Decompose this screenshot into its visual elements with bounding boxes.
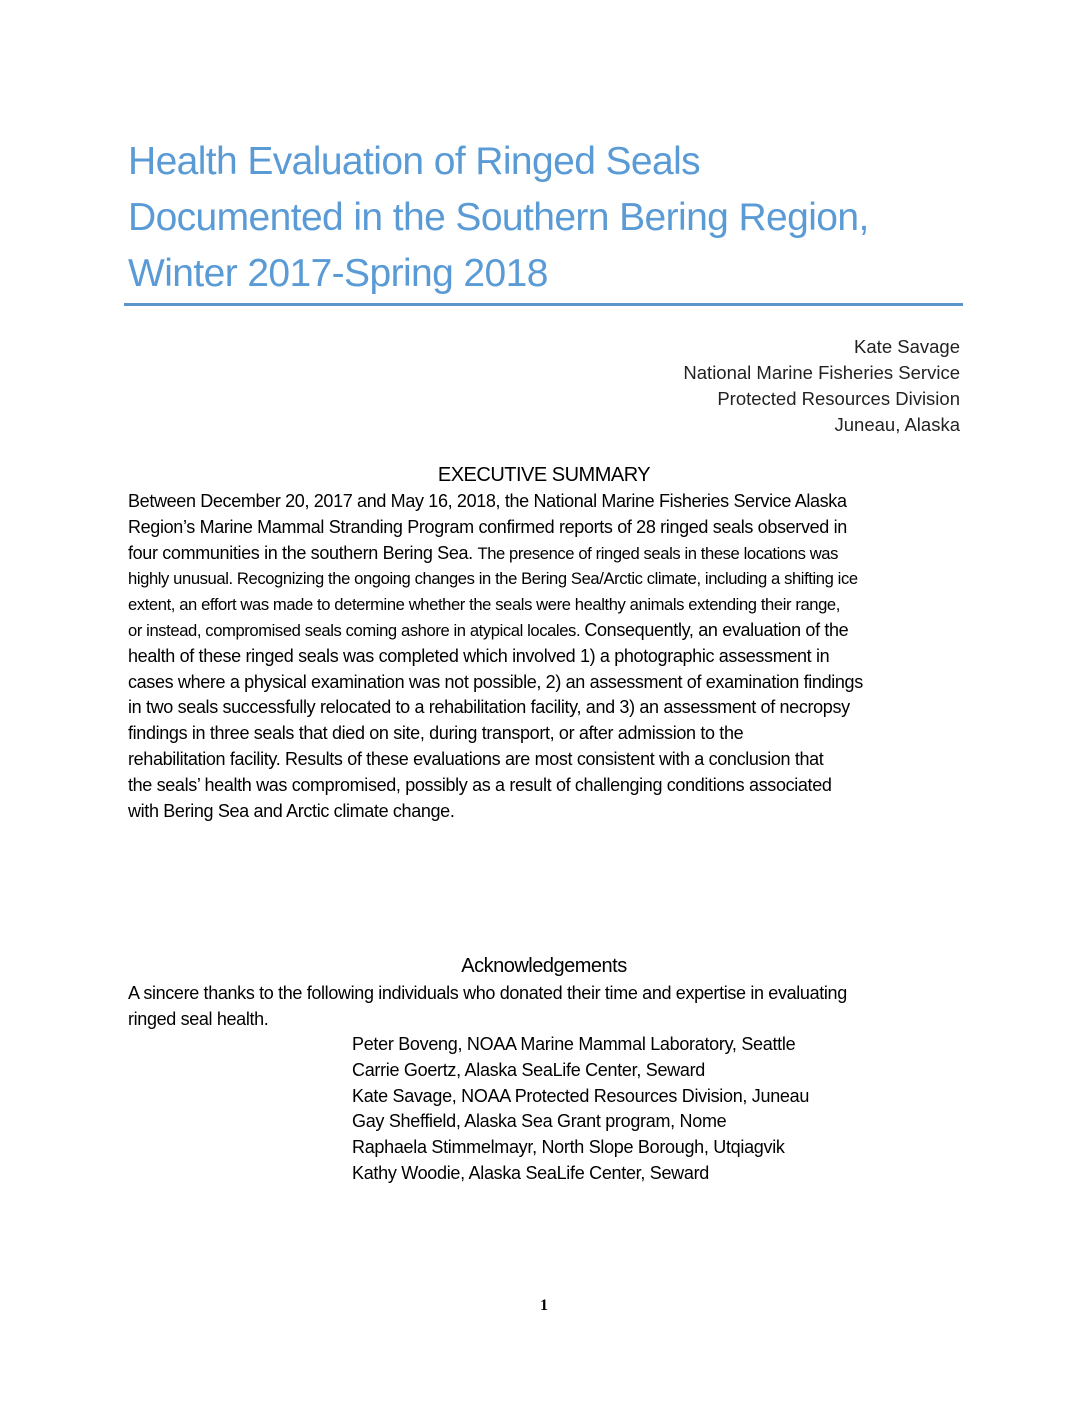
contributor-item: Kathy Woodie, Alaska SeaLife Center, Seward (352, 1162, 709, 1183)
summary-line: highly unusual. Recognizing the ongoing changes in the Bering Sea/Arctic climate, including a shifting ice (128, 569, 858, 589)
page-number: 1 (540, 1297, 548, 1314)
summary-line: cases where a physical examination was not possible, 2) an assessment of examination findings (128, 671, 863, 692)
author-division: Protected Resources Division (717, 388, 960, 409)
summary-fragment: four communities in the southern Bering Sea. (128, 542, 478, 563)
summary-line (128, 618, 964, 644)
summary-line: the seals’ health was compromised, possibly as a result of challenging conditions associated (128, 774, 832, 795)
executive-summary-text (128, 489, 964, 824)
author-location: Juneau, Alaska (834, 414, 960, 435)
contributor-item: Peter Boveng, NOAA Marine Mammal Laboratory, Seattle (352, 1034, 796, 1054)
intro-line: A sincere thanks to the following individuals who donated their time and expertise in evaluating (128, 983, 847, 1003)
author-name: Kate Savage (854, 336, 960, 357)
executive-summary-heading: EXECUTIVE SUMMARY (437, 464, 651, 486)
summary-fragment: Consequently, an evaluation of the (584, 619, 849, 640)
summary-line: in two seals successfully relocated to a rehabilitation facility, and 3) an assessment of necropsy (128, 697, 850, 718)
acknowledgements-heading: Acknowledgements (461, 955, 627, 977)
title-line: Documented in the Southern Bering Region, (128, 196, 869, 239)
title-divider (124, 303, 963, 306)
summary-line: Between December 20, 2017 and May 16, 2018, the National Marine Fisheries Service Alaska (128, 491, 847, 511)
summary-line: extent, an effort was made to determine whether the seals were healthy animals extending their range, (128, 595, 840, 615)
contributor-item: Carrie Goertz, Alaska SeaLife Center, Seward (352, 1059, 705, 1080)
contributor-item: Gay Sheffield, Alaska Sea Grant program, Nome (352, 1111, 727, 1132)
contributors-list (352, 1032, 809, 1187)
summary-line (128, 541, 964, 567)
summary-line: Region’s Marine Mammal Stranding Program confirmed reports of 28 ringed seals observed in (128, 516, 847, 537)
title-line: Winter 2017-Spring 2018 (128, 252, 548, 295)
summary-fragment: or instead, compromised seals coming ashore in atypical locales. (128, 620, 585, 640)
document-title (128, 134, 968, 302)
author-block (683, 334, 960, 438)
summary-line: with Bering Sea and Arctic climate change. (128, 800, 455, 821)
contributor-item: Raphaela Stimmelmayr, North Slope Borough, Utqiagvik (352, 1137, 785, 1158)
title-line: Health Evaluation of Ringed Seals (128, 140, 701, 183)
summary-fragment: The presence of ringed seals in these locations was (477, 543, 839, 563)
contributor-item: Kate Savage, NOAA Protected Resources Division, Juneau (352, 1085, 810, 1106)
summary-line: health of these ringed seals was completed which involved 1) a photographic assessment in (128, 645, 830, 666)
author-organization: National Marine Fisheries Service (683, 362, 960, 383)
summary-line: findings in three seals that died on site, during transport, or after admission to the (128, 723, 744, 744)
intro-line: ringed seal health. (128, 1008, 269, 1029)
summary-line: rehabilitation facility. Results of these evaluations are most consistent with a conclusion that (128, 748, 824, 769)
acknowledgements-intro (128, 981, 964, 1033)
